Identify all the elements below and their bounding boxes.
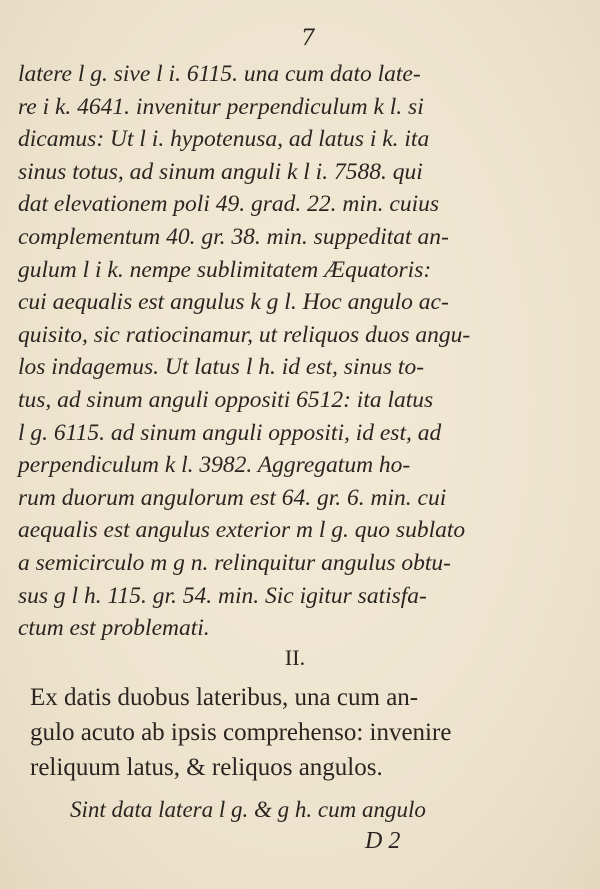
page-number: 7 [301,26,315,51]
proposition [30,680,550,785]
text-line: l g. 6115. ad sinum anguli oppositi, id est, ad [18,419,442,446]
text-line: perpendiculum k l. 3982. Aggregatum ho- [18,452,411,479]
proposition-line: reliquum latus, & reliquos angulos. [30,754,383,781]
text-line: dat elevationem poli 49. grad. 22. min. cuius [18,191,439,218]
text-line: complementum 40. gr. 38. min. suppeditat an- [18,223,449,250]
text-line: sinus totus, ad sinum anguli k l i. 7588. qui [18,158,423,185]
text-line: tus, ad sinum anguli oppositi 6512: ita latus [18,386,434,413]
text-line: aequalis est angulus exterior m l g. quo sublato [18,517,466,544]
text-line: latere l g. sive l i. 6115. una cum dato late- [18,61,421,87]
text-line: rum duorum angulorum est 64. gr. 6. min. cui [18,484,447,511]
continuation-line: Sint data latera l g. & g h. cum angulo [70,797,426,822]
paragraph [18,58,538,645]
section-number: II. [284,645,306,670]
text-line: gulum l i k. nempe sublimitatem Æquatoris: [18,256,432,283]
text-line: quisito, sic ratiocinamur, ut reliquos duos angu- [18,321,471,348]
proposition-line: gulo acuto ab ipsis comprehenso: invenire [30,719,452,746]
text-line: ctum est problemati. [18,615,210,642]
proposition-line: Ex datis duobus lateribus, una cum an- [30,684,419,711]
text-line: sus g l h. 115. gr. 54. min. Sic igitur satisfa- [18,582,427,609]
signature-mark: D 2 [365,828,401,854]
text-line: los indagemus. Ut latus l h. id est, sinus to- [18,354,425,381]
text-line: dicamus: Ut l i. hypotenusa, ad latus i k. ita [18,126,430,153]
text-line: a semicirculo m g n. relinquitur angulus obtu- [18,549,451,576]
text-line: re i k. 4641. invenitur perpendiculum k l. si [18,93,424,120]
text-line: cui aequalis est angulus k g l. Hoc angulo ac- [18,289,449,316]
